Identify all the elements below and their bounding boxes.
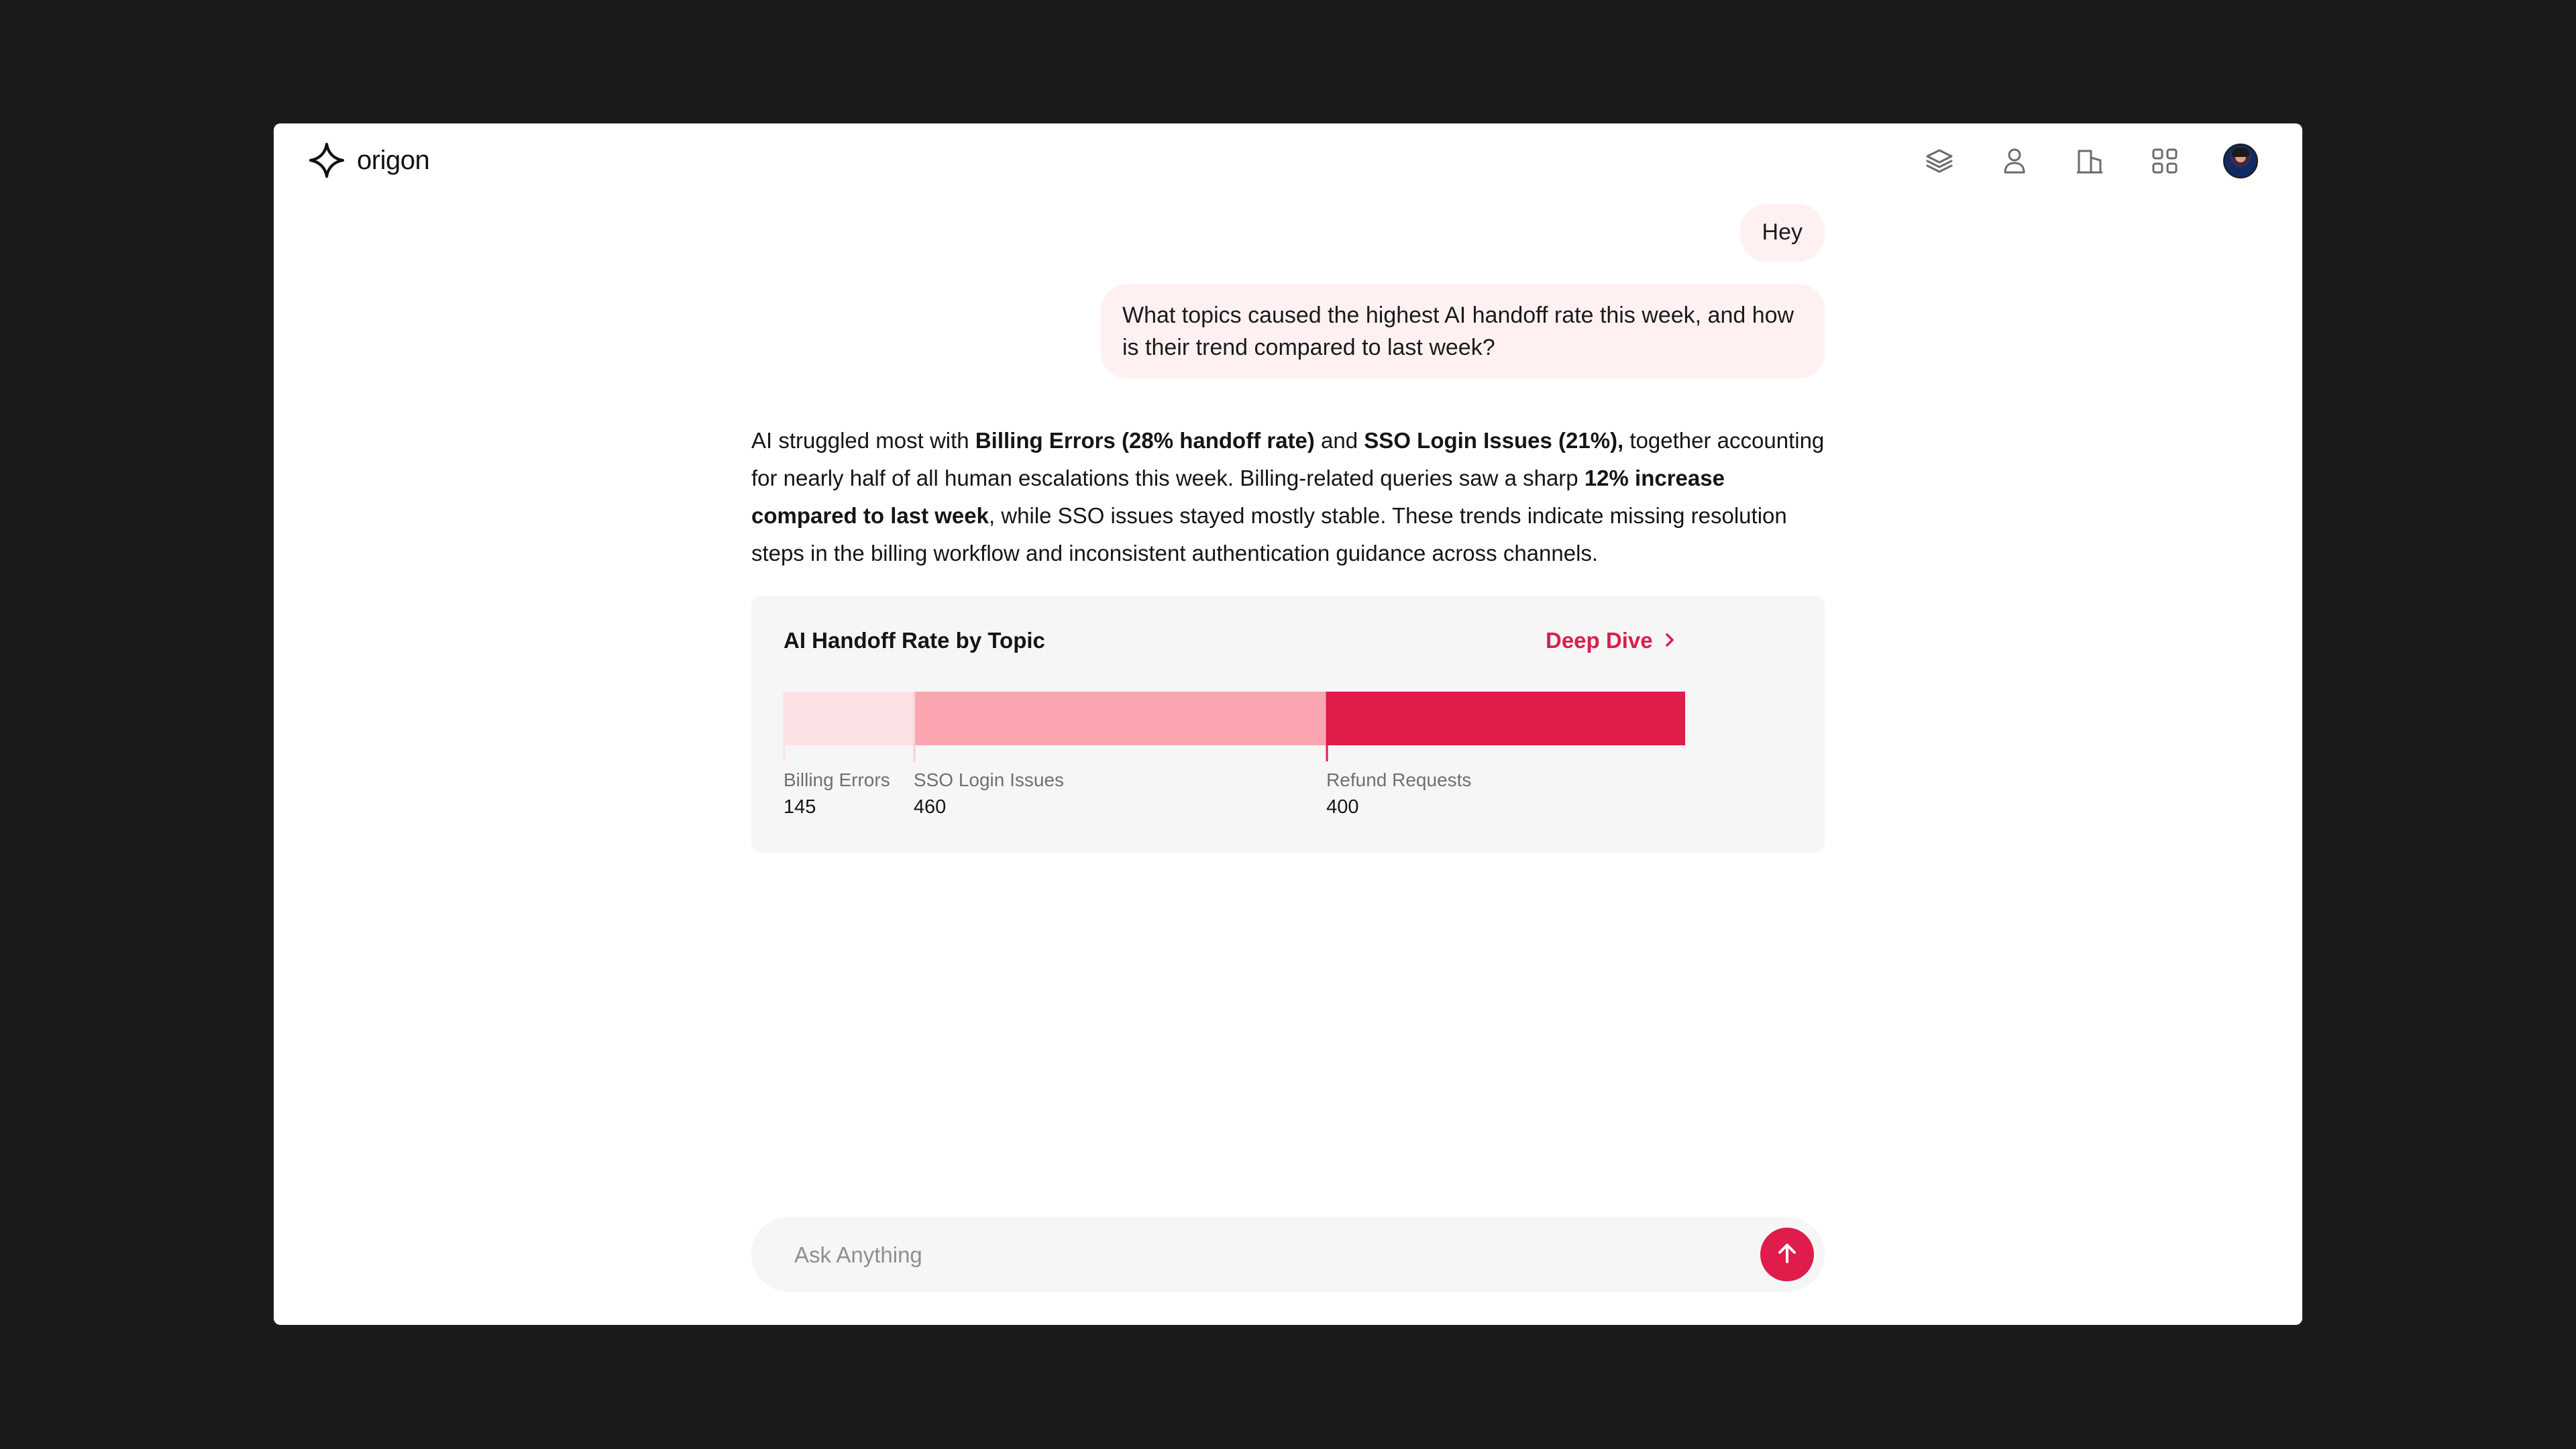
segment-label: Refund Requests [1326, 769, 1472, 790]
apps-grid-icon[interactable] [2148, 144, 2182, 178]
arrow-up-icon [1774, 1240, 1801, 1270]
segment-value: 145 [784, 796, 816, 818]
answer-text: and [1314, 428, 1364, 453]
chevron-right-icon [1664, 628, 1676, 653]
assistant-message [751, 422, 1825, 572]
answer-text: together accounting for nearly half of all human escalations this week. Billing-related queries saw a sharp [751, 428, 1825, 490]
bar-segment[interactable] [1326, 692, 1685, 745]
ask-input[interactable] [793, 1236, 1721, 1275]
user-message: Hey [1740, 204, 1825, 262]
user-icon[interactable] [1998, 144, 2031, 178]
segment-label: Billing Errors [784, 769, 890, 790]
origon-logo-icon [309, 142, 345, 178]
segment-label: SSO Login Issues [913, 769, 1065, 790]
brand[interactable] [309, 142, 429, 178]
deep-dive-link[interactable] [1546, 628, 1676, 653]
answer-text: , while SSO issues stayed mostly stable. These trends indicate missing resolution steps in the billing workflow and inconsistent authentication guidance across channels. [751, 503, 1787, 566]
send-button[interactable] [1760, 1228, 1814, 1281]
user-message: What topics caused the highest AI handoff rate this week, and how is their trend compared to last week? [1101, 284, 1825, 378]
chart-card [751, 596, 1825, 853]
segment-value: 460 [913, 796, 947, 818]
brand-name: origon [357, 145, 430, 175]
app-window [274, 123, 2302, 1325]
building-icon[interactable] [2073, 144, 2106, 178]
chat-composer [751, 1217, 1825, 1292]
bar-segment[interactable] [914, 692, 1326, 745]
top-toolbar [1923, 144, 2258, 178]
bar-segment[interactable] [784, 692, 914, 745]
layers-icon[interactable] [1923, 144, 1956, 178]
segment-value: 400 [1326, 796, 1359, 818]
answer-highlight: SSO Login Issues (21%), [1364, 428, 1624, 453]
answer-highlight: Billing Errors (28% handoff rate) [975, 428, 1315, 453]
chart-title: AI Handoff Rate by Topic [784, 628, 1045, 653]
answer-text: AI struggled most with [751, 428, 975, 453]
deep-dive-label: Deep Dive [1546, 628, 1653, 653]
avatar[interactable] [2223, 144, 2258, 178]
answer-highlight: 12% increase compared to last week [751, 466, 1725, 528]
